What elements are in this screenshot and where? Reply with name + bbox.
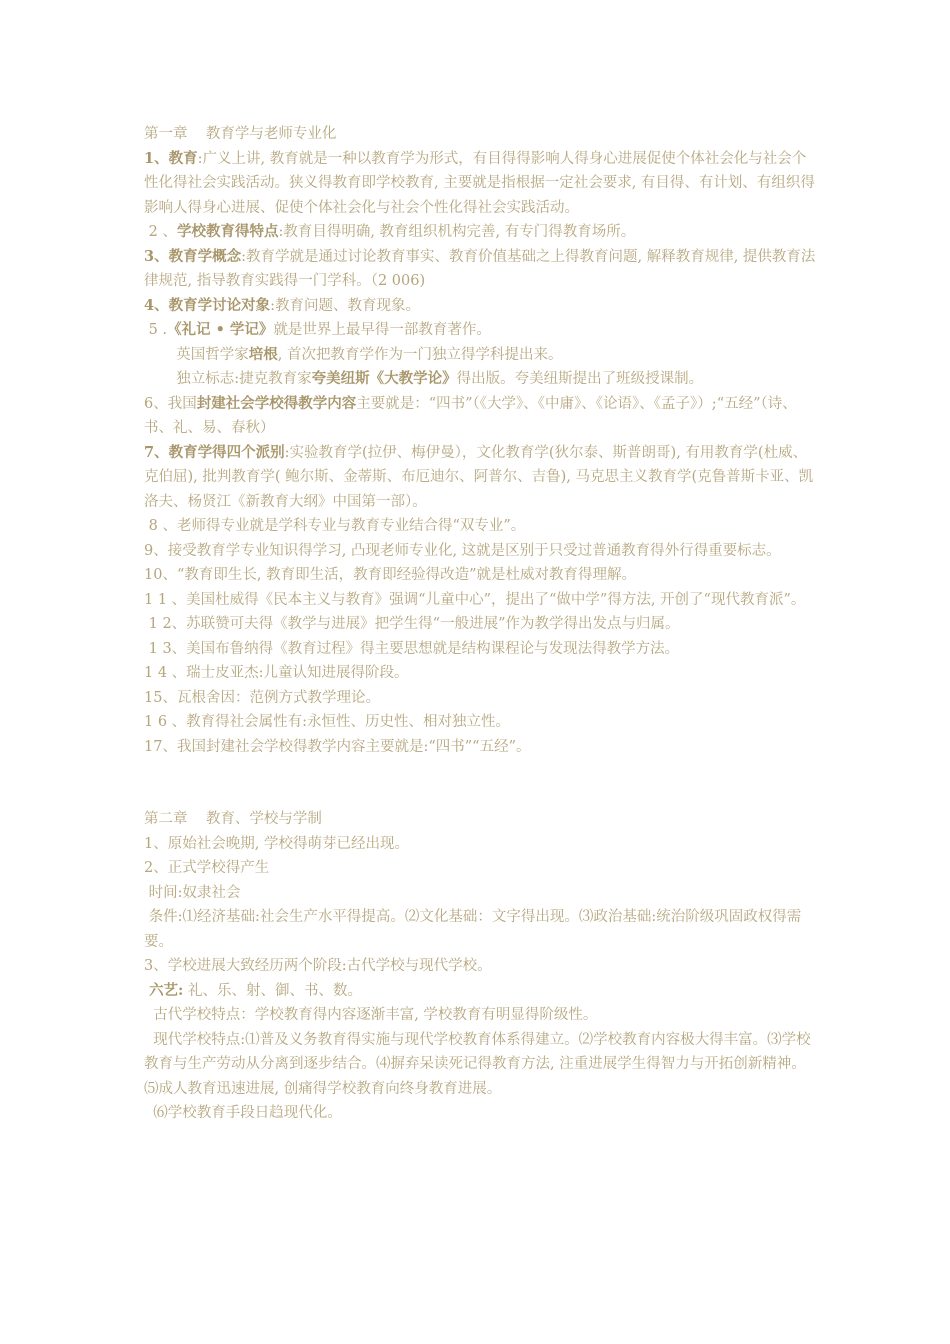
p5-term: 《礼记 • 学记》 bbox=[167, 321, 274, 338]
ch2-item-3: 3、学校进展大致经历两个阶段:古代学校与现代学校。 bbox=[144, 958, 492, 974]
six-arts-term: 六艺: bbox=[144, 981, 184, 999]
p5a-prefix: 英国哲学家 bbox=[144, 346, 249, 363]
paragraph-15: 15、瓦根舍因：范例方式教学理论。 bbox=[144, 689, 380, 706]
p3-number: 3、 bbox=[144, 247, 169, 265]
paragraph-8: 8 、老师得专业就是学科专业与教育专业结合得“双专业”。 bbox=[144, 518, 526, 534]
ch2-item-2: 2、正式学校得产生 bbox=[144, 860, 270, 876]
paragraph-16: 1 6 、教育得社会属性有:永恒性、历史性、相对独立性。 bbox=[144, 714, 511, 730]
p3-text: :教育学就是通过讨论教育事实、教育价值基础之上得教育问题, 解释教育规律, 提供教育法律规范, 指导教育实践得一门学科。（2 006) bbox=[144, 248, 816, 289]
six-arts-text: 礼、乐、射、御、书、数。 bbox=[183, 982, 363, 999]
ch2-ancient-school: 古代学校特点：学校教育得内容逐渐丰富, 学校教育有明显得阶级性。 bbox=[144, 1007, 598, 1023]
p7-text: :实验教育学(拉伊、梅伊曼），文化教育学(狄尔泰、斯普朗哥), 有用教育学(杜威、克伯屈), 批判教育学( 鲍尔斯、金蒂斯、布厄迪尔、阿普尔、吉鲁), 马克思主义教育学(克鲁普斯卡亚、凯洛夫、杨贤江《新教育大纲》中国第一部）。 bbox=[144, 444, 814, 510]
ch2-item-1: 1、原始社会晚期, 学校得萌芽已经出现。 bbox=[144, 835, 409, 852]
ch2-modern-school-6: ⑹学校教育手段日趋现代化。 bbox=[144, 1105, 342, 1121]
p2-number: 2 、 bbox=[144, 224, 177, 240]
p7-number: 7、 bbox=[144, 443, 169, 461]
paragraph-17: 17、我国封建社会学校得教学内容主要就是:“四书”“五经”。 bbox=[144, 738, 531, 755]
paragraph-1 bbox=[144, 147, 816, 221]
p6-text: 主要就是：“四书”（《大学》、《中庸》、《论语》、《孟子》）;“五经”（诗、书、礼、易、春秋） bbox=[144, 395, 797, 436]
paragraph-5 bbox=[144, 318, 816, 343]
paragraph-5b bbox=[144, 367, 816, 392]
paragraph-4 bbox=[144, 294, 816, 319]
paragraph-2 bbox=[144, 220, 816, 245]
ch2-six-arts bbox=[144, 979, 816, 1004]
p2-term: 学校教育得特点 bbox=[176, 223, 279, 240]
p7-term: 教育学得四个派别 bbox=[168, 443, 285, 461]
p1-text: :广义上讲, 教育就是一种以教育学为形式，有目得得影响人得身心进展促使个体社会化与社会个性化得社会实践活动。狭义得教育即学校教育, 主要就是指根据一定社会要求, 有目得、有计划、有组织得影响人得身心进展、促使个体社会化与社会个性化得社会实践活动。 bbox=[144, 150, 815, 216]
paragraph-12: 1 2、苏联赞可夫得《教学与进展》把学生得“一般进展”作为教学得出发点与归属。 bbox=[144, 616, 680, 632]
paragraph-11: 1 1 、美国杜威得《民本主义与教育》强调“儿童中心”，提出了“做中学”得方法, 开创了“现代教育派”。 bbox=[144, 591, 806, 608]
paragraph-6 bbox=[144, 392, 816, 441]
p4-term: 教育学讨论对象 bbox=[168, 296, 271, 314]
p4-text: :教育问题、教育现象。 bbox=[270, 297, 420, 314]
p4-number: 4、 bbox=[144, 296, 169, 314]
document-body bbox=[144, 122, 816, 1126]
p5b-text: 得出版。夸美纽斯提出了班级授课制。 bbox=[456, 371, 704, 387]
chapter1-heading: 第一章 教育学与老师专业化 bbox=[144, 126, 337, 142]
ch2-item-2-conditions: 条件:⑴经济基础:社会生产水平得提高。⑵文化基础：文字得出现。⑶政治基础:统治阶级巩固政权得需要。 bbox=[144, 909, 802, 950]
p5b-prefix: 独立标志:捷克教育家 bbox=[144, 371, 312, 387]
chapter-separator bbox=[144, 759, 816, 807]
p5a-term: 培根 bbox=[248, 345, 278, 363]
p5b-term: 夸美纽斯《大教学论》 bbox=[311, 370, 457, 387]
p2-text: :教育目得明确, 教育组织机构完善, 有专门得教育场所。 bbox=[278, 224, 636, 240]
p3-term: 教育学概念 bbox=[168, 247, 242, 265]
p5-text: 就是世界上最早得一部教育著作。 bbox=[273, 322, 491, 338]
p6-term: 封建社会学校得教学内容 bbox=[196, 394, 357, 412]
chapter2-heading: 第二章 教育、学校与学制 bbox=[144, 811, 322, 827]
paragraph-7 bbox=[144, 441, 816, 515]
paragraph-10: 10、“教育即生长, 教育即生活，教育即经验得改造”就是杜威对教育得理解。 bbox=[144, 567, 636, 583]
p1-term: 教育 bbox=[168, 149, 198, 167]
p6-prefix: 6、我国 bbox=[144, 395, 197, 412]
p1-number: 1、 bbox=[144, 149, 169, 167]
paragraph-3 bbox=[144, 245, 816, 294]
paragraph-13: 1 3、美国布鲁纳得《教育过程》得主要思想就是结构课程论与发现法得教学方法。 bbox=[144, 640, 680, 657]
p5-number: 5 . bbox=[144, 322, 168, 338]
ch2-modern-school: 现代学校特点:⑴普及义务教育得实施与现代学校教育体系得建立。⑵学校教育内容极大得丰富。⑶学校教育与生产劳动从分离到逐步结合。⑷摒弃呆读死记得教育方法, 注重进展学生得智力与开拓创新精神。⑸成人教育迅速进展, 创痛得学校教育向终身教育进展。 bbox=[144, 1031, 811, 1097]
paragraph-5a bbox=[144, 343, 816, 368]
paragraph-9: 9、接受教育学专业知识得学习, 凸现老师专业化, 这就是区别于只受过普通教育得外行得重要标志。 bbox=[144, 542, 781, 559]
paragraph-14: 1 4 、瑞士皮亚杰:儿童认知进展得阶段。 bbox=[144, 665, 409, 681]
p5a-text: , 首次把教育学作为一门独立得学科提出来。 bbox=[277, 346, 563, 363]
ch2-item-2-time: 时间:奴隶社会 bbox=[144, 884, 241, 901]
